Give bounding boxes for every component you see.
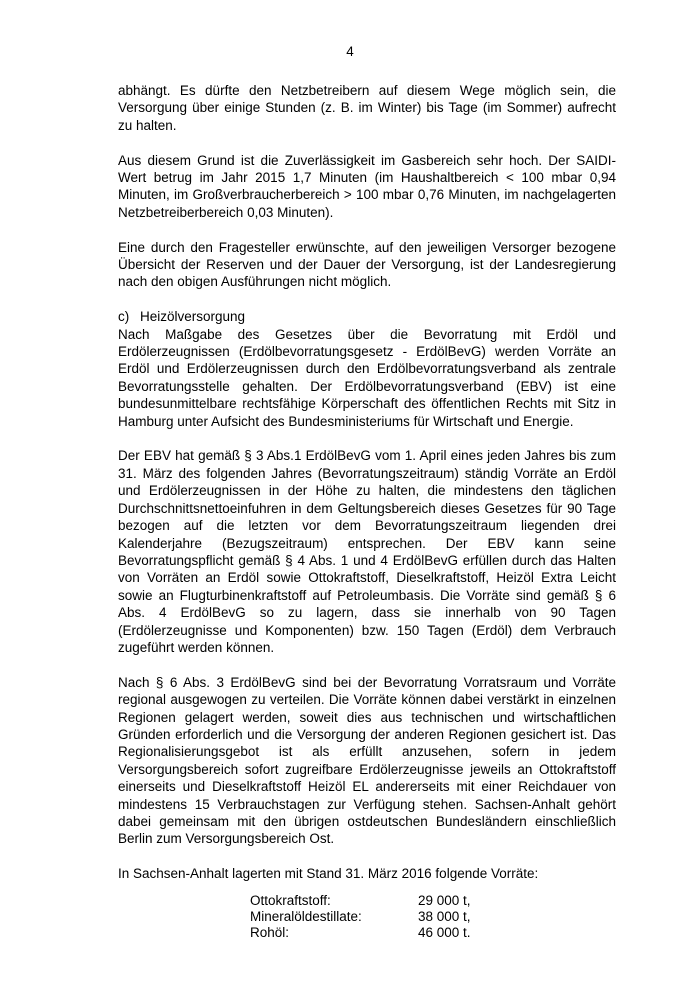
stock-value: 29 000 t, (418, 892, 471, 908)
paragraph-ebv-intro: Nach Maßgabe des Gesetzes über die Bevorratung mit Erdöl und Erdölerzeugnissen (Erdölbevorratungsgesetz - ErdölBevG) werden Vorräte an Erdöl und Erdölerzeugnissen durch den Erdölbevorratungsverband als zentrale Bevorratungsstelle gehalten. Der Erdölbevorratungsverband (EBV) ist eine bundesunmittelbare rechtsfähige Körperschaft des öffentlichen Rechts mit Sitz in Hamburg unter Aufsicht des Bundesministeriums für Wirtschaft und Energie. (118, 326, 616, 429)
paragraph-stocks-intro: In Sachsen-Anhalt lagerten mit Stand 31. März 2016 folgende Vorräte: (118, 866, 539, 882)
stock-value: 46 000 t. (418, 924, 471, 940)
stocks-table (250, 893, 471, 941)
stock-label: Mineralöldestillate: (250, 908, 362, 924)
stock-row (250, 909, 471, 925)
paragraph-reserves-overview: Eine durch den Fragesteller erwünschte, auf den jeweiligen Versorger bezogene Übersicht der Reserven und der Dauer der Versorgung, ist der Landesregierung nach den obigen Ausführungen nicht möglich. (118, 239, 616, 290)
stock-row (250, 925, 471, 941)
paragraph-saidi: Aus diesem Grund ist die Zuverlässigkeit im Gasbereich sehr hoch. Der SAIDI-Wert betrug im Jahr 2015 1,7 Minuten (im Haushaltbereich < 100 mbar 0,94 Minuten, im Großverbraucherbereich > 100 mbar 0,76 Minuten, im nachgelagerten Netzbetreiberbereich 0,03 Minuten). (118, 152, 616, 220)
page-number: 4 (346, 44, 354, 59)
section-heading-heating-oil (118, 308, 616, 325)
section-title: Heizölversorgung (140, 309, 246, 325)
paragraph-network-operators: abhängt. Es dürfte den Netzbetreibern auf diesem Wege möglich sein, die Versorgung über einige Stunden (z. B. im Winter) bis Tage (im Sommer) aufrecht zu halten. (118, 83, 616, 133)
section-letter: c) (118, 309, 130, 325)
paragraph-ebv-obligation: Der EBV hat gemäß § 3 Abs.1 ErdölBevG vom 1. April eines jeden Jahres bis zum 31. März des folgenden Jahres (Bevorratungszeitraum) ständig Vorräte an Erdöl und Erdölerzeugnissen in der Höhe zu halten, die mindestens den täglichen Durchschnittsnettoeinfuhren in dem Geltungsbereich dieses Gesetzes für 90 Tage bezogen auf die letzten vor dem Bevorratungszeitraum liegenden drei Kalenderjahre (Bezugszeitraum) entsprechen. Der EBV kann seine Bevorratungspflicht gemäß § 4 Abs. 1 und 4 ErdölBevG erfüllen durch das Halten von Vorräten an Erdöl sowie Ottokraftstoff, Dieselkraftstoff, Heizöl Extra Leicht sowie an Flugturbinenkraftstoff auf Petroleumbasis. Die Vorräte sind gemäß § 6 Abs. 4 ErdölBevG so zu lagern, dass sie innerhalb von 90 Tagen (Erdölerzeugnisse und Komponenten) bzw. 150 Tagen (Erdöl) dem Verbrauch zugeführt werden können. (118, 448, 616, 655)
stock-label: Rohöl: (250, 924, 290, 940)
stock-label: Ottokraftstoff: (250, 892, 331, 908)
document-body (118, 82, 616, 941)
stock-value: 38 000 t, (418, 908, 471, 924)
paragraph-regional-distribution: Nach § 6 Abs. 3 ErdölBevG sind bei der Bevorratung Vorratsraum und Vorräte regional ausgewogen zu verteilen. Die Vorräte können dabei verstärkt in einzelnen Regionen gelagert werden, soweit dies aus technischen und wirtschaftlichen Gründen erforderlich und die Versorgung der anderen Regionen gesichert ist. Das Regionalisierungsgebot ist als erfüllt anzusehen, sofern in jedem Versorgungsbereich sofort zugreifbare Erdölerzeugnisse jeweils an Ottokraftstoff einerseits und Dieselkraftstoff Heizöl EL andererseits mit einer Reichdauer von mindestens 15 Verbrauchstagen zur Verfügung stehen. Sachsen-Anhalt gehört dabei gemeinsam mit den übrigen ostdeutschen Bundesländern einschließlich Berlin zum Versorgungsbereich Ost. (118, 674, 616, 847)
stock-row (250, 893, 471, 909)
